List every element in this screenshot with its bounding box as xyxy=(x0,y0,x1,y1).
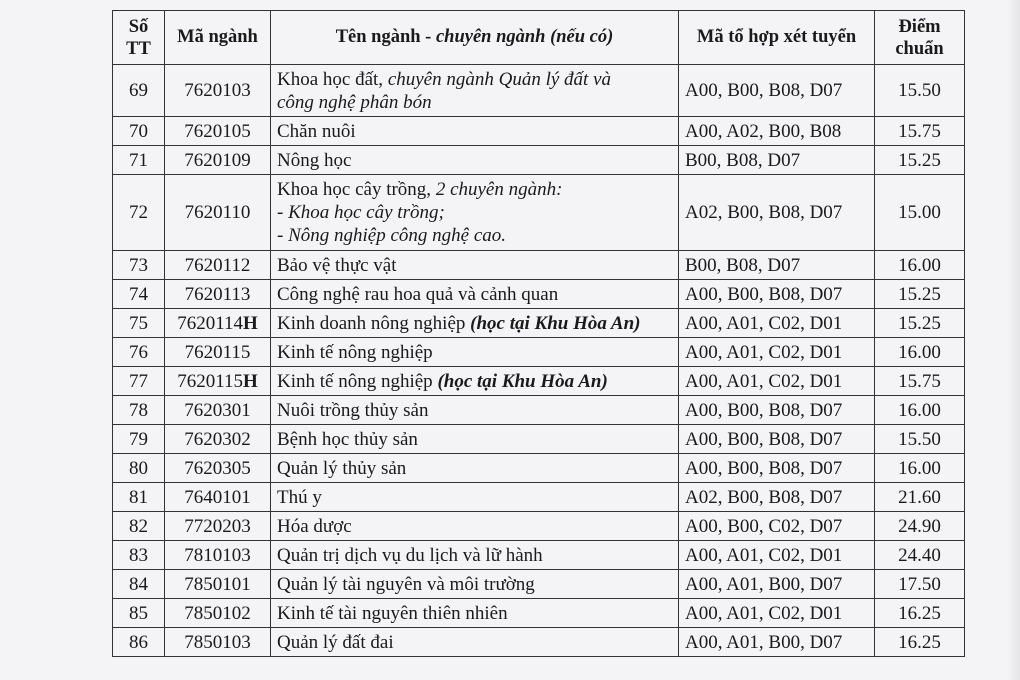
major-code-number: 7620302 xyxy=(184,428,251,450)
table-row xyxy=(113,454,965,483)
cell-major-code xyxy=(165,146,271,175)
major-code-number: 7620114 xyxy=(177,312,243,334)
cell-major-code xyxy=(165,599,271,628)
cell-subject-combos: A00, B00, B08, D07 xyxy=(679,396,875,425)
cell-subject-combos: B00, B08, D07 xyxy=(679,251,875,280)
table-row xyxy=(113,175,965,251)
major-name-part: Công nghệ rau hoa quả và cảnh quan xyxy=(277,283,559,305)
cell-subject-combos: A00, B00, B08, D07 xyxy=(679,65,875,117)
major-name-part: Quản lý đất đai xyxy=(277,631,394,653)
major-name-part: chuyên ngành Quản lý đất và xyxy=(387,68,612,90)
header-score xyxy=(875,11,965,65)
cell-major-code xyxy=(165,396,271,425)
cell-stt: 75 xyxy=(113,309,165,338)
cell-major-name xyxy=(271,338,679,367)
major-name-part: Kinh tế nông nghiệp xyxy=(277,341,433,363)
cell-major-name xyxy=(271,367,679,396)
header-name-main: Tên ngành - xyxy=(335,27,436,47)
cell-stt: 78 xyxy=(113,396,165,425)
cell-major-name xyxy=(271,454,679,483)
major-name-part: Kinh tế tài nguyên thiên nhiên xyxy=(277,602,508,624)
cell-major-code xyxy=(165,512,271,541)
table-row xyxy=(113,570,965,599)
table-row xyxy=(113,367,965,396)
cell-cutoff-score: 15.25 xyxy=(875,146,965,175)
cell-stt: 82 xyxy=(113,512,165,541)
major-name-part: Nông học xyxy=(277,149,352,171)
table-row xyxy=(113,541,965,570)
cell-stt: 84 xyxy=(113,570,165,599)
cell-major-code xyxy=(165,280,271,309)
header-name xyxy=(271,11,679,65)
major-name-part: Khoa học đất, xyxy=(277,68,388,90)
major-code-number: 7620110 xyxy=(184,202,251,223)
cell-subject-combos: A02, B00, B08, D07 xyxy=(679,483,875,512)
cell-cutoff-score: 15.50 xyxy=(875,425,965,454)
cell-stt: 85 xyxy=(113,599,165,628)
cell-major-name xyxy=(271,425,679,454)
cell-major-code xyxy=(165,175,271,251)
major-name-part: Bảo vệ thực vật xyxy=(277,254,397,276)
cell-cutoff-score: 21.60 xyxy=(875,483,965,512)
cell-subject-combos: A00, B00, B08, D07 xyxy=(679,280,875,309)
cell-major-code xyxy=(165,425,271,454)
cell-cutoff-score: 16.00 xyxy=(875,338,965,367)
cell-major-code xyxy=(165,570,271,599)
table-row xyxy=(113,396,965,425)
cell-stt: 71 xyxy=(113,146,165,175)
major-name-part: (học tại Khu Hòa An) xyxy=(437,370,608,392)
table-row xyxy=(113,117,965,146)
cell-cutoff-score: 15.25 xyxy=(875,280,965,309)
major-code-number: 7720203 xyxy=(184,515,251,537)
cell-cutoff-score: 16.00 xyxy=(875,396,965,425)
header-stt-line1: Số xyxy=(128,16,149,37)
table-row xyxy=(113,309,965,338)
major-code-suffix: H xyxy=(243,370,258,392)
table-body xyxy=(113,65,965,657)
major-name-part: Chăn nuôi xyxy=(277,120,356,142)
cell-stt: 83 xyxy=(113,541,165,570)
cell-major-code xyxy=(165,309,271,338)
major-code-number: 7620112 xyxy=(184,254,251,276)
major-code-number: 7620109 xyxy=(184,149,251,171)
cell-cutoff-score: 16.00 xyxy=(875,454,965,483)
cell-major-name xyxy=(271,512,679,541)
major-name-part: công nghệ phân bón xyxy=(277,91,432,113)
cell-major-code xyxy=(165,541,271,570)
table-row xyxy=(113,628,965,657)
major-code-number: 7620105 xyxy=(184,120,251,142)
cell-subject-combos: A00, A01, C02, D01 xyxy=(679,338,875,367)
major-name-part: Bệnh học thủy sản xyxy=(277,428,418,450)
cell-cutoff-score: 15.50 xyxy=(875,65,965,117)
table-row xyxy=(113,425,965,454)
cell-major-name xyxy=(271,175,679,251)
cell-subject-combos: A00, B00, B08, D07 xyxy=(679,454,875,483)
cell-stt: 72 xyxy=(113,175,165,251)
cell-major-name xyxy=(271,251,679,280)
cell-cutoff-score: 16.25 xyxy=(875,599,965,628)
admission-scores-table xyxy=(112,10,965,657)
cell-major-name xyxy=(271,541,679,570)
table-row xyxy=(113,338,965,367)
cell-major-name xyxy=(271,65,679,117)
cell-major-name xyxy=(271,309,679,338)
cell-subject-combos: A02, B00, B08, D07 xyxy=(679,175,875,251)
cell-stt: 76 xyxy=(113,338,165,367)
cell-cutoff-score: 15.75 xyxy=(875,367,965,396)
table-row xyxy=(113,599,965,628)
major-name-part: Kinh tế nông nghiệp xyxy=(277,370,438,392)
cell-major-name xyxy=(271,483,679,512)
cell-major-code xyxy=(165,251,271,280)
cell-major-name xyxy=(271,396,679,425)
major-name-part: Quản lý thủy sản xyxy=(277,457,407,479)
cell-subject-combos: A00, A01, B00, D07 xyxy=(679,570,875,599)
major-code-number: 7620301 xyxy=(184,399,251,421)
cell-stt: 70 xyxy=(113,117,165,146)
cell-stt: 69 xyxy=(113,65,165,117)
cell-cutoff-score: 16.00 xyxy=(875,251,965,280)
major-code-number: 7620305 xyxy=(184,457,251,479)
cell-stt: 77 xyxy=(113,367,165,396)
cell-subject-combos: A00, A01, B00, D07 xyxy=(679,628,875,657)
cell-stt: 79 xyxy=(113,425,165,454)
cell-major-name xyxy=(271,628,679,657)
table-row xyxy=(113,146,965,175)
header-code: Mã ngành xyxy=(165,11,271,65)
cell-major-code xyxy=(165,483,271,512)
page-edge-shadow xyxy=(1006,0,1020,680)
cell-subject-combos: A00, A01, C02, D01 xyxy=(679,541,875,570)
cell-subject-combos: A00, A01, C02, D01 xyxy=(679,599,875,628)
table-row xyxy=(113,65,965,117)
cell-major-code xyxy=(165,338,271,367)
cell-subject-combos: A00, A02, B00, B08 xyxy=(679,117,875,146)
table-row xyxy=(113,512,965,541)
cell-stt: 73 xyxy=(113,251,165,280)
major-name-part: Nuôi trồng thủy sản xyxy=(277,399,429,421)
cell-stt: 81 xyxy=(113,483,165,512)
cell-cutoff-score: 24.90 xyxy=(875,512,965,541)
cell-subject-combos: A00, B00, B08, D07 xyxy=(679,425,875,454)
major-name-part: (học tại Khu Hòa An) xyxy=(470,312,641,334)
major-code-number: 7620103 xyxy=(184,80,251,101)
table-header-row xyxy=(113,11,965,65)
major-name-part: Hóa dược xyxy=(277,515,352,537)
cell-stt: 80 xyxy=(113,454,165,483)
major-name-part: - Khoa học cây trồng; xyxy=(277,202,445,223)
cell-stt: 74 xyxy=(113,280,165,309)
cell-cutoff-score: 16.25 xyxy=(875,628,965,657)
cell-subject-combos: A00, A01, C02, D01 xyxy=(679,367,875,396)
major-name-part: Quản lý tài nguyên và môi trường xyxy=(277,573,535,595)
major-name-part: Khoa học cây trồng, xyxy=(277,179,436,200)
cell-major-name xyxy=(271,570,679,599)
table-row xyxy=(113,251,965,280)
header-score-line1: Điểm xyxy=(898,16,941,37)
cell-cutoff-score: 24.40 xyxy=(875,541,965,570)
cell-cutoff-score: 17.50 xyxy=(875,570,965,599)
cell-major-name xyxy=(271,599,679,628)
cell-stt: 86 xyxy=(113,628,165,657)
header-score-line2: chuẩn xyxy=(895,38,944,59)
cell-major-code xyxy=(165,454,271,483)
cell-cutoff-score: 15.25 xyxy=(875,309,965,338)
header-stt-line2: TT xyxy=(126,38,151,59)
major-name-part: - Nông nghiệp công nghệ cao. xyxy=(277,225,507,246)
table-row xyxy=(113,280,965,309)
cell-major-name xyxy=(271,146,679,175)
cell-major-name xyxy=(271,117,679,146)
cell-major-code xyxy=(165,117,271,146)
major-code-number: 7620115 xyxy=(184,341,251,363)
major-name-part: Kinh doanh nông nghiệp xyxy=(277,312,471,334)
cell-cutoff-score: 15.00 xyxy=(875,175,965,251)
major-name-part: Thú y xyxy=(277,486,322,508)
table-row xyxy=(113,483,965,512)
major-code-number: 7620113 xyxy=(184,283,251,305)
cell-subject-combos: A00, B00, C02, D07 xyxy=(679,512,875,541)
major-code-suffix: H xyxy=(243,312,258,334)
cell-subject-combos: A00, A01, C02, D01 xyxy=(679,309,875,338)
cell-major-code xyxy=(165,628,271,657)
cell-major-code xyxy=(165,65,271,117)
cell-major-code xyxy=(165,367,271,396)
major-code-number: 7810103 xyxy=(184,544,251,566)
major-code-number: 7850103 xyxy=(184,631,251,653)
major-code-number: 7640101 xyxy=(184,486,251,508)
cell-major-name xyxy=(271,280,679,309)
major-name-part: 2 chuyên ngành: xyxy=(435,179,563,200)
header-stt xyxy=(113,11,165,65)
cell-subject-combos: B00, B08, D07 xyxy=(679,146,875,175)
cell-cutoff-score: 15.75 xyxy=(875,117,965,146)
major-code-number: 7850102 xyxy=(184,602,251,624)
major-name-part: Quản trị dịch vụ du lịch và lữ hành xyxy=(277,544,543,566)
major-code-number: 7850101 xyxy=(184,573,251,595)
header-name-italic: chuyên ngành (nếu có) xyxy=(435,27,614,47)
major-code-number: 7620115 xyxy=(177,370,243,392)
header-combo: Mã tổ hợp xét tuyển xyxy=(679,11,875,65)
